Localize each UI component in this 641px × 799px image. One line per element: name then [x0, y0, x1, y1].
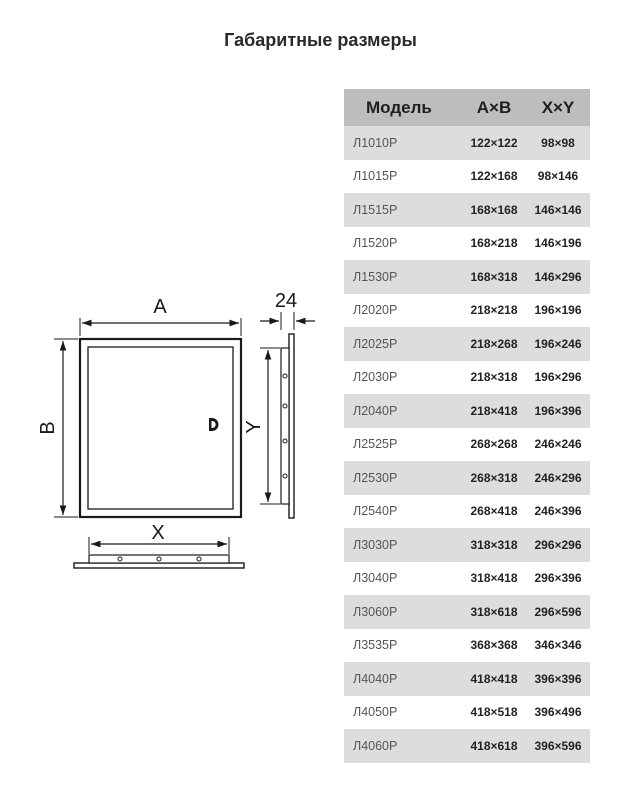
cell-model: Л3030Р — [344, 528, 462, 562]
table-row — [344, 528, 590, 562]
dimension-x-label: X — [151, 522, 165, 544]
cell-xy: 396×396 — [526, 662, 590, 696]
table-row — [344, 495, 590, 529]
cell-model: Л2020Р — [344, 294, 462, 328]
cell-xy: 346×346 — [526, 629, 590, 663]
table-row — [344, 294, 590, 328]
dimension-b-label: B — [37, 421, 59, 435]
cell-model: Л3535Р — [344, 629, 462, 663]
table-row — [344, 428, 590, 462]
cell-model: Л3060Р — [344, 595, 462, 629]
dimension-y-label: Y — [243, 420, 265, 434]
table-row — [344, 729, 590, 763]
cell-ab: 418×618 — [462, 729, 526, 763]
bottom-view-body — [89, 555, 229, 563]
cell-ab: 218×318 — [462, 361, 526, 395]
cell-xy: 296×596 — [526, 595, 590, 629]
page-title: Габаритные размеры — [224, 30, 417, 50]
cell-ab: 218×268 — [462, 327, 526, 361]
cell-ab: 268×318 — [462, 461, 526, 495]
cell-ab: 168×318 — [462, 260, 526, 294]
cell-ab: 168×218 — [462, 227, 526, 261]
cell-model: Л2525Р — [344, 428, 462, 462]
table-row — [344, 461, 590, 495]
header-model: Модель — [344, 89, 462, 126]
cell-ab: 168×168 — [462, 193, 526, 227]
cell-xy: 98×98 — [526, 126, 590, 160]
table-row — [344, 696, 590, 730]
table-row — [344, 193, 590, 227]
cell-ab: 418×418 — [462, 662, 526, 696]
table-row — [344, 327, 590, 361]
table-row — [344, 260, 590, 294]
cell-ab: 418×518 — [462, 696, 526, 730]
cell-xy: 196×396 — [526, 394, 590, 428]
cell-model: Л1515Р — [344, 193, 462, 227]
cell-model: Л1015Р — [344, 160, 462, 194]
cell-model: Л4050Р — [344, 696, 462, 730]
cell-ab: 122×122 — [462, 126, 526, 160]
cell-ab: 318×318 — [462, 528, 526, 562]
table-row — [344, 394, 590, 428]
cell-model: Л4060Р — [344, 729, 462, 763]
cell-model: Л1530Р — [344, 260, 462, 294]
table-row — [344, 126, 590, 160]
header-ab: A×B — [462, 89, 526, 126]
dimension-a-label: A — [153, 296, 167, 318]
cell-xy: 98×146 — [526, 160, 590, 194]
table-row — [344, 227, 590, 261]
cell-xy: 246×296 — [526, 461, 590, 495]
cell-ab: 122×168 — [462, 160, 526, 194]
dimension-depth-label: 24 — [274, 290, 298, 312]
table-row — [344, 160, 590, 194]
cell-model: Л1010Р — [344, 126, 462, 160]
cell-xy: 146×196 — [526, 227, 590, 261]
cell-ab: 318×418 — [462, 562, 526, 596]
cell-model: Л2530Р — [344, 461, 462, 495]
table-row — [344, 629, 590, 663]
cell-xy: 246×396 — [526, 495, 590, 529]
side-view-flange — [289, 334, 294, 518]
side-view-body — [281, 348, 289, 504]
cell-ab: 268×268 — [462, 428, 526, 462]
cell-ab: 268×418 — [462, 495, 526, 529]
cell-ab: 318×618 — [462, 595, 526, 629]
cell-model: Л4040Р — [344, 662, 462, 696]
table-header-row — [344, 89, 590, 126]
cell-xy: 146×146 — [526, 193, 590, 227]
cell-ab: 218×218 — [462, 294, 526, 328]
cell-xy: 296×296 — [526, 528, 590, 562]
cell-model: Л2030Р — [344, 361, 462, 395]
cell-xy: 196×246 — [526, 327, 590, 361]
cell-model: Л1520Р — [344, 227, 462, 261]
cell-xy: 146×296 — [526, 260, 590, 294]
table-row — [344, 662, 590, 696]
table-row — [344, 562, 590, 596]
cell-xy: 196×296 — [526, 361, 590, 395]
dimension-diagram — [0, 0, 340, 600]
dimensions-table — [344, 89, 590, 763]
cell-model: Л2025Р — [344, 327, 462, 361]
cell-xy: 296×396 — [526, 562, 590, 596]
cell-ab: 218×418 — [462, 394, 526, 428]
cell-xy: 246×246 — [526, 428, 590, 462]
cell-xy: 396×596 — [526, 729, 590, 763]
cell-model: Л2040Р — [344, 394, 462, 428]
cell-xy: 196×196 — [526, 294, 590, 328]
header-xy: X×Y — [526, 89, 590, 126]
cell-model: Л2540Р — [344, 495, 462, 529]
cell-ab: 368×368 — [462, 629, 526, 663]
cell-model: Л3040Р — [344, 562, 462, 596]
table-row — [344, 595, 590, 629]
cell-xy: 396×496 — [526, 696, 590, 730]
table-row — [344, 361, 590, 395]
bottom-view-flange — [74, 563, 244, 568]
